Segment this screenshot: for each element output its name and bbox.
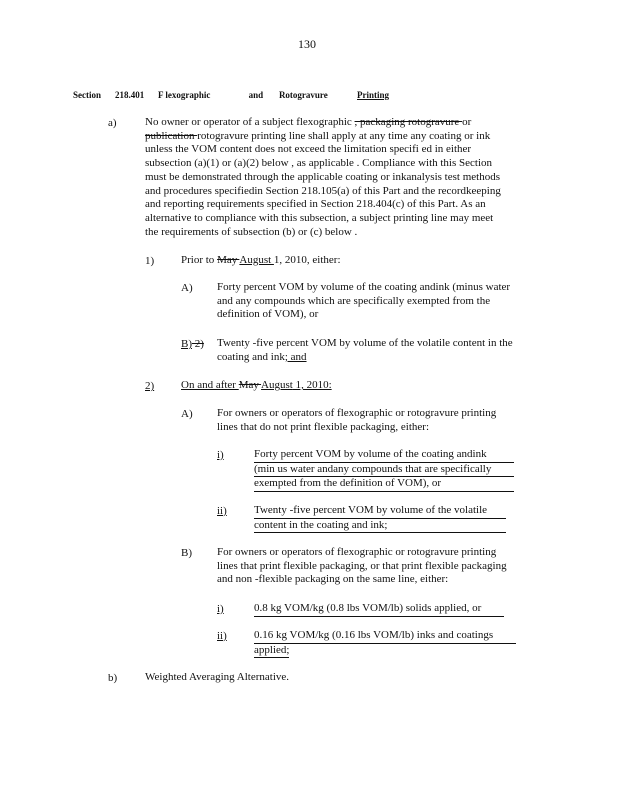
text-line: definition of VOM), or xyxy=(217,308,319,321)
text-line xyxy=(145,116,545,130)
text-line: lines that do not print flexible packaging, either: xyxy=(217,420,429,433)
text-line-wrap xyxy=(254,644,289,659)
deleted-text: May xyxy=(217,254,240,266)
deleted-text: publication xyxy=(145,129,198,142)
subsection-a2-text xyxy=(181,379,332,393)
subsection-a2Aii-text xyxy=(254,504,506,533)
text-line: and procedures specifiedin Section 218.105(a) of this Part and the recordkeeping xyxy=(145,184,501,197)
section-number: 218.401 xyxy=(115,90,145,100)
text-line: 0.16 kg VOM/kg (0.16 lbs VOM/lb) inks and coatings xyxy=(254,629,516,644)
text-line: unless the VOM content does not exceed the limitation specifi ed in either xyxy=(145,143,472,156)
inserted-text: ; and xyxy=(284,350,307,363)
section-label: Section xyxy=(73,90,101,100)
subsection-a1-text xyxy=(181,254,341,268)
text-line xyxy=(145,130,545,144)
subsection-a1B-label xyxy=(181,338,204,350)
subsection-a2Ai-label: i) xyxy=(217,449,224,461)
section-title-part: Rotogravure xyxy=(278,90,328,100)
deleted-text: , packaging rotogravure xyxy=(354,116,463,128)
inserted-text: 1, 2010: xyxy=(292,379,332,391)
text-line xyxy=(217,351,547,365)
section-title-part: Printing xyxy=(357,90,390,100)
text-line: and reporting requirements specified in Section 218.404(c) of this Part. As an xyxy=(145,198,486,211)
text-line: Forty percent VOM by volume of the coating andink (minus water xyxy=(217,281,511,293)
subsection-a2A-text xyxy=(217,407,547,434)
text-line: Twenty -five percent VOM by volume of the volatile xyxy=(254,504,506,519)
text-line: Forty percent VOM by volume of the coating andink xyxy=(254,448,514,463)
subsection-a2Bi-label: i) xyxy=(217,603,224,615)
subsection-b-text: Weighted Averaging Alternative. xyxy=(145,671,290,683)
inserted-text: August xyxy=(261,379,293,391)
page-number: 130 xyxy=(298,37,316,51)
subsection-a2Bii-text xyxy=(254,629,516,658)
subsection-a1A-label: A) xyxy=(181,282,193,294)
subsection-a2B-text xyxy=(217,546,557,587)
text-run: or xyxy=(462,116,472,128)
text-line: (min us water andany compounds that are specifically xyxy=(254,463,514,478)
text-line: For owners or operators of flexographic or rotogravure printing xyxy=(217,546,497,558)
deleted-text: 2) xyxy=(192,338,204,350)
section-title xyxy=(158,90,389,100)
text-line: the requirements of subsection (b) or (c) below . xyxy=(145,225,358,238)
text-run: coating and ink xyxy=(217,350,285,363)
text-line: content in the coating and ink; xyxy=(254,519,506,534)
subsection-b-label: b) xyxy=(108,672,118,684)
inserted-text: B) xyxy=(181,338,192,350)
text-line: 0.8 kg VOM/kg (0.8 lbs VOM/lb) solids applied, or xyxy=(254,602,504,617)
text-run: 1, 2010, either: xyxy=(273,254,341,266)
section-title-part: and xyxy=(248,90,264,100)
text-line: subsection (a)(1) or (a)(2) below , as applicable . Compliance with this Section xyxy=(145,157,493,170)
inserted-text: On and after xyxy=(181,379,239,391)
subsection-a2-label: 2) xyxy=(145,380,155,392)
subsection-a2Bii-label: ii) xyxy=(217,630,227,642)
text-line: Twenty -five percent VOM by volume of the volatile content in the xyxy=(217,337,513,349)
subsection-a1-label: 1) xyxy=(145,255,155,267)
subsection-a-text xyxy=(145,116,545,239)
subsection-a2A-label: A) xyxy=(181,408,193,420)
subsection-a1A-text xyxy=(217,281,547,322)
text-line: lines that print flexible packaging, or that print flexible packaging xyxy=(217,559,507,572)
subsection-a2Aii-label: ii) xyxy=(217,505,227,517)
text-line: exempted from the definition of VOM), or xyxy=(254,477,514,492)
section-title-part: F lexographic xyxy=(158,90,211,100)
text-run: rotogravure printing line shall apply at any time any coating or ink xyxy=(197,129,491,142)
text-run: No owner or operator of a subject flexographic xyxy=(145,116,355,128)
subsection-a1B-text xyxy=(217,337,547,364)
deleted-text: May xyxy=(238,379,262,391)
text-line: and any compounds which are specifically exempted from the xyxy=(217,294,491,307)
text-line: applied; xyxy=(254,644,289,659)
inserted-text: August xyxy=(239,254,274,266)
text-line: alternative to compliance with this subsection, a subject printing line may meet xyxy=(145,211,494,224)
subsection-a2B-label: B) xyxy=(181,547,192,559)
text-line: and non -flexible packaging on the same line, either: xyxy=(217,573,449,586)
text-line: For owners or operators of flexographic or rotogravure printing xyxy=(217,407,497,419)
text-line: must be demonstrated through the applicable coating or inkanalysis test methods xyxy=(145,170,500,183)
subsection-a2Bi-text xyxy=(254,602,504,617)
subsection-a-label: a) xyxy=(108,117,117,129)
subsection-a2Ai-text xyxy=(254,448,514,492)
text-run: Prior to xyxy=(181,254,218,266)
